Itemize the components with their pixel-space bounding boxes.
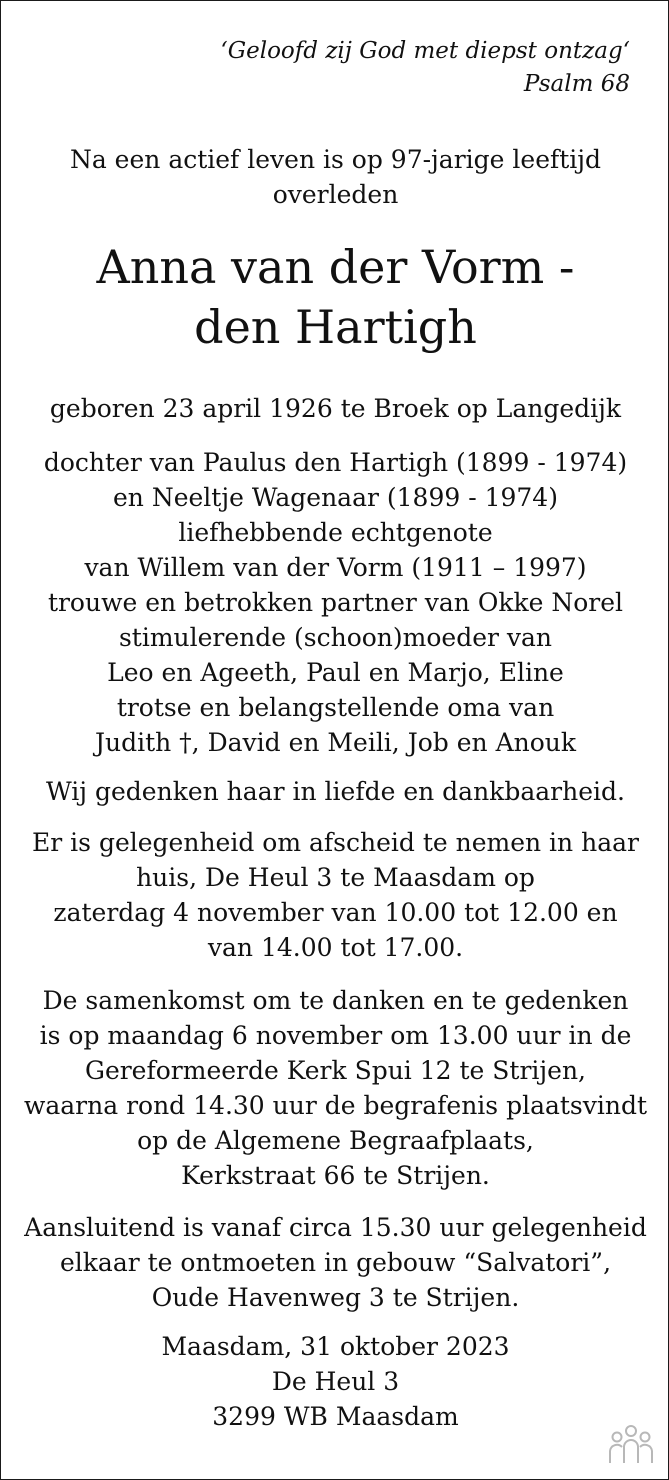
family-line: dochter van Paulus den Hartigh (1899 - 1974) bbox=[43, 448, 628, 477]
service-line: is op maandag 6 november om 13.00 uur in de bbox=[39, 1021, 632, 1050]
address-line: Maasdam, 31 oktober 2023 bbox=[161, 1332, 510, 1361]
farewell-line: huis, De Heul 3 te Maasdam op bbox=[136, 863, 535, 892]
farewell-line: Er is gelegenheid om afscheid te nemen in haar bbox=[32, 828, 639, 857]
address-line: 3299 WB Maasdam bbox=[212, 1402, 459, 1431]
bible-quote bbox=[220, 35, 630, 101]
intro-text bbox=[1, 142, 669, 212]
birth-details bbox=[1, 391, 669, 426]
deceased-name bbox=[1, 237, 669, 357]
service-line: op de Algemene Begraafplaats, bbox=[137, 1126, 534, 1155]
service-line: Gereformeerde Kerk Spui 12 te Strijen, bbox=[84, 1056, 587, 1085]
name-line: den Hartigh bbox=[194, 300, 477, 354]
gathering-line: Aansluitend is vanaf circa 15.30 uur gelegenheid bbox=[24, 1213, 647, 1242]
name-line: Anna van der Vorm - bbox=[96, 240, 575, 294]
address-line: De Heul 3 bbox=[271, 1367, 400, 1396]
family-line: van Willem van der Vorm (1911 – 1997) bbox=[84, 553, 587, 582]
quote-source: Psalm 68 bbox=[523, 71, 630, 97]
family-line: trouwe en betrokken partner van Okke Norel bbox=[47, 588, 624, 617]
quote-text: ‘Geloofd zij God met diepst ontzag‘ bbox=[220, 38, 630, 64]
family-line: en Neeltje Wagenaar (1899 - 1974) bbox=[113, 483, 558, 512]
farewell-line: zaterdag 4 november van 10.00 tot 12.00 en bbox=[53, 898, 618, 927]
family-line: trotse en belangstellende oma van bbox=[116, 693, 555, 722]
family-line: Leo en Ageeth, Paul en Marjo, Eline bbox=[107, 658, 564, 687]
family-line: liefhebbende echtgenote bbox=[178, 518, 493, 547]
intro-line: Na een actief leven is op 97-jarige leeftijd bbox=[69, 145, 602, 174]
farewell-details bbox=[1, 825, 669, 965]
gathering-line: elkaar te ontmoeten in gebouw “Salvatori”, bbox=[59, 1248, 612, 1277]
family-line: Judith †, David en Meili, Job en Anouk bbox=[94, 728, 577, 757]
birth-line: geboren 23 april 1926 te Broek op Langedijk bbox=[49, 394, 622, 423]
service-line: De samenkomst om te danken en te gedenken bbox=[42, 986, 629, 1015]
memory-line: Wij gedenken haar in liefde en dankbaarheid. bbox=[46, 777, 625, 806]
intro-line: overleden bbox=[272, 180, 399, 209]
family-line: stimulerende (schoon)moeder van bbox=[118, 623, 553, 652]
service-line: Kerkstraat 66 te Strijen. bbox=[181, 1161, 490, 1190]
gathering-details bbox=[1, 1210, 669, 1315]
service-details bbox=[1, 983, 669, 1193]
memorial-statement bbox=[1, 774, 669, 809]
gathering-line: Oude Havenweg 3 te Strijen. bbox=[151, 1283, 520, 1312]
family-address bbox=[1, 1329, 669, 1434]
service-line: waarna rond 14.30 uur de begrafenis plaatsvindt bbox=[23, 1091, 648, 1120]
family-relations bbox=[1, 445, 669, 760]
farewell-line: van 14.00 tot 17.00. bbox=[207, 933, 464, 962]
people-group-icon bbox=[606, 1423, 656, 1467]
